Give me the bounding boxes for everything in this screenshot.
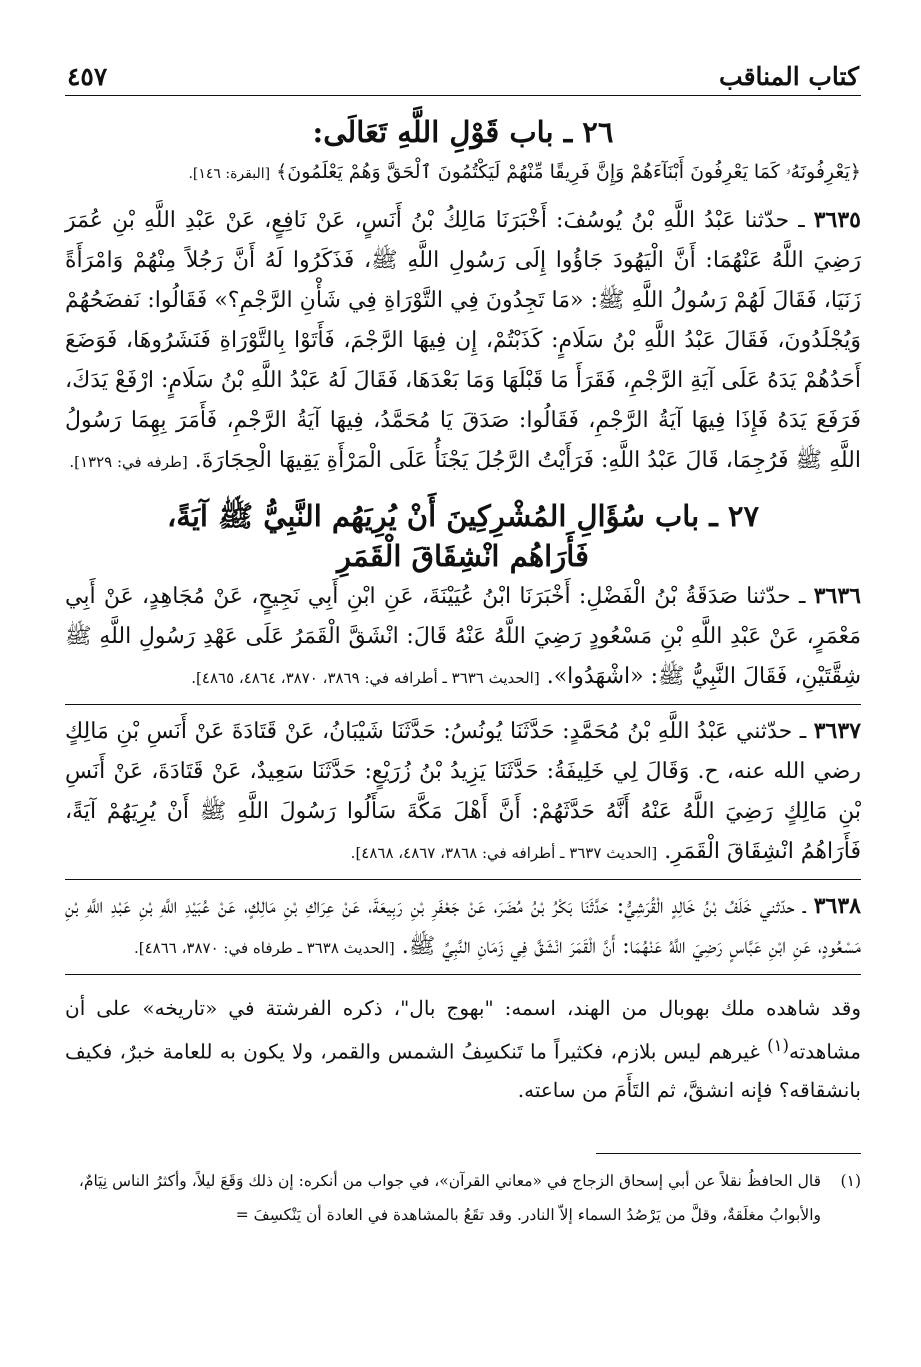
hadith-number: ٣٦٣٥: [813, 207, 861, 233]
footnote-number: (١): [840, 1171, 861, 1190]
book-title: كتاب المناقب: [719, 62, 859, 91]
divider: [65, 879, 861, 880]
chapter-26: [65, 110, 861, 190]
hadith-references: [الحديث ٣٦٣٦ ـ أطرافه في: ٣٨٦٩، ٣٨٧٠، ٤٨٦٤، ٤٨٦٥].: [191, 669, 540, 687]
commentary: [65, 989, 861, 1109]
footnote-rule: [596, 1153, 861, 1154]
chapter-title-line1: ٢٧ ـ باب سُؤَالِ المُشْرِكِينَ أَنْ يُرِيَهُم النَّبِيُّ ﷺ آيَةً،: [166, 499, 760, 533]
hadith-3638: [65, 886, 861, 968]
hadith-number: ٣٦٣٦: [813, 583, 861, 609]
hadith-number: ٣٦٣٨: [813, 893, 861, 919]
commentary-text-part1: وقد شاهده ملك بهوبال من الهند، اسمه: "بهوج بال"، ذكره الفرشتة في «تاريخه» على أن مشاهدته: [65, 996, 861, 1064]
hadith-3637: [65, 711, 861, 873]
quran-verse: [65, 156, 861, 190]
hadith-text: ـ حدّثني عَبْدُ اللَّهِ بْنُ مُحَمَّدٍ: حَدَّثَنَا يُونُسُ: حَدَّثَنَا شَيْبَانُ، عَنْ قَتَادَةَ عَنْ أَنَسِ بْنِ مَالِكٍ رضي الله عنه، ح. وَقَالَ لِي خَلِيفَةُ: حَدَّثَنَا يَزِيدُ بْنُ زُرَيْعٍ: حَدَّثَنَا سَعِيدٌ، عَنْ قَتَادَةَ، عَنْ أَنَسِ بْنِ مَالِكٍ رَضِيَ اللَّهُ عَنْهُ أَنَّهُ حَدَّثَهُمْ: أَنَّ أَهْلَ مَكَّةَ سَأَلُوا رَسُولَ اللَّهِ ﷺ أَنْ يُرِيَهُمْ آيَةً، فَأَرَاهُمُ انْشِقَاقَ الْقَمَرِ.: [65, 719, 861, 864]
hadith-text: ـ حدّثني خَلَفُ بْنُ خَالِدٍ الْقُرَشِيُّ: حَدَّثَنَا بَكْرُ بْنُ مُضَرَ، عَنْ جَعْفَرِ بْنِ رَبِيعَةَ، عَنْ عِرَاكِ بْنِ مَالِكٍ، عَنْ عُبَيْدِ اللَّهِ بْنِ عَبْدِ اللَّهِ بْنِ مَسْعُودٍ، عَنِ ابْنِ عَبَّاسٍ رَضِيَ اللَّهُ عَنْهُمَا: أَنَّ الْقَمَرَ انْشَقَّ فِي زَمَانِ النَّبِيِّ ﷺ.: [65, 894, 861, 959]
footnote: [65, 1164, 861, 1232]
hadith-references: [الحديث ٣٦٣٧ ـ أطرافه في: ٣٨٦٨، ٤٨٦٧، ٤٨٦٨].: [350, 844, 658, 862]
footnote-marker[interactable]: (١): [767, 1036, 790, 1055]
hadith-references: [الحديث ٣٦٣٨ ـ طرفاه في: ٣٨٧٠، ٤٨٦٦].: [133, 939, 395, 957]
hadith-3636: [65, 576, 861, 698]
hadith-text: ـ حدّثنا عَبْدُ اللَّهِ بْنُ يُوسُفَ: أَخْبَرَنَا مَالِكُ بْنُ أَنَسٍ، عَنْ نَافِعٍ، عَنْ عَبْدِ اللَّهِ بْنِ عُمَرَ رَضِيَ اللَّهُ عَنْهُمَا: أَنَّ الْيَهُودَ جَاؤُوا إِلَى رَسُولِ اللَّهِ ﷺ، فَذَكَرُوا لَهُ أَنَّ رَجُلاً مِنْهُمْ وَامْرَأَةً زَنَيَا، فَقَالَ لَهُمْ رَسُولُ اللَّهِ ﷺ: «مَا تَجِدُونَ فِي التَّوْرَاةِ فِي شَأْنِ الرَّجْمِ؟» فَقَالُوا: نَفضَحُهُمْ وَيُجْلَدُونَ، فَقَالَ عَبْدُ اللَّهِ بْنُ سَلَامٍ: كَذَبْتُمْ، إِن فِيهَا الرَّجْمَ، فَأَتَوْا بِالتَّوْرَاةِ فَنَشَرُوهَا، فَوَضَعَ أَحَدُهُمْ يَدَهُ عَلَى آيَةِ الرَّجْمِ، فَقَرَأَ مَا قَبْلَهَا وَمَا بَعْدَهَا، فَقَالَ لَهُ عَبْدُ اللَّهِ بْنُ سَلَامٍ: ارْفَعْ يَدَكَ، فَرَفَعَ يَدَهُ فَإِذَا فِيهَا آيَةُ الرَّجْمِ، فَقَالُوا: صَدَقَ يَا مُحَمَّدُ، فِيهَا آيَةُ الرَّجْمِ، فَأَمَرَ بِهِمَا رَسُولُ اللَّهِ ﷺ فَرُجِمَا، قَالَ عَبْدُ اللَّهِ: فَرَأَيْتُ الرَّجُلَ يَجْنَأُ عَلَى الْمَرْأَةِ يَقِيهَا الْحِجَارَةَ.: [65, 208, 861, 473]
hadith-references: [طرفه في: ١٣٢٩].: [69, 453, 188, 471]
commentary-text-part2: غيرهم ليس بلازم، فكثيراً ما تَنكسِفُ الشمس والقمر، ولا يكون به للعامة خبرٌ، فكيف بانشقاقه؟ فإنه انشقَّ، ثم التَأَمَ من ساعته.: [65, 1039, 861, 1102]
chapter-title-line2: فَأَرَاهُم انْشِقَاقَ الْقَمَرِ: [337, 539, 589, 573]
divider: [65, 974, 861, 975]
footnote-text: قال الحافظُ نقلاً عن أبي إسحاق الزجاج في «معاني القرآن»، في جواب من أنكره: إن ذلك وَقَعَ ليلاً، وأكثرُ الناس نِيَامٌ، والأبوابُ مغلَقةٌ، وقلَّ من يَرْصُدُ السماء إلاّ النادر. وقد تقَعُ بالمشاهدة في العادة أن يَنْكسِفَ =: [78, 1171, 821, 1224]
hadith-text: ـ حدّثنا صَدَقَةُ بْنُ الْفَضْلِ: أَخْبَرَنَا ابْنُ عُيَيْنَةَ، عَنِ ابْنِ أَبِي نَجِيحٍ، عَنْ مُجَاهِدٍ، عَنْ أَبِي مَعْمَرٍ، عَنْ عَبْدِ اللَّهِ بْنِ مَسْعُودٍ رَضِيَ اللَّهُ عَنْهُ قَالَ: انْشَقَّ الْقَمَرُ عَلَى عَهْدِ رَسُولِ اللَّهِ ﷺ شِقَّتَيْنِ، فَقَالَ النَّبِيُّ ﷺ: «اشْهَدُوا».: [65, 584, 861, 689]
hadith-3635: [65, 200, 861, 482]
running-head: [65, 55, 861, 96]
page-number: ٤٥٧: [67, 62, 108, 91]
hadith-number: ٣٦٣٧: [813, 718, 861, 744]
verse-reference: [البقرة: ١٤٦].: [188, 166, 271, 182]
chapter-title: ٢٦ ـ باب قَوْلِ اللَّهِ تَعَالَى:: [312, 115, 614, 149]
verse-text: ﴿يَعْرِفُونَهُۥ كَمَا يَعْرِفُونَ أَبْنَآءَهُمْ وَإِنَّ فَرِيقًا مِّنْهُمْ لَيَكْتُمُونَ ٱلْحَقَّ وَهُمْ يَعْلَمُونَ﴾: [276, 161, 861, 183]
chapter-27: [65, 496, 861, 576]
divider: [65, 704, 861, 705]
